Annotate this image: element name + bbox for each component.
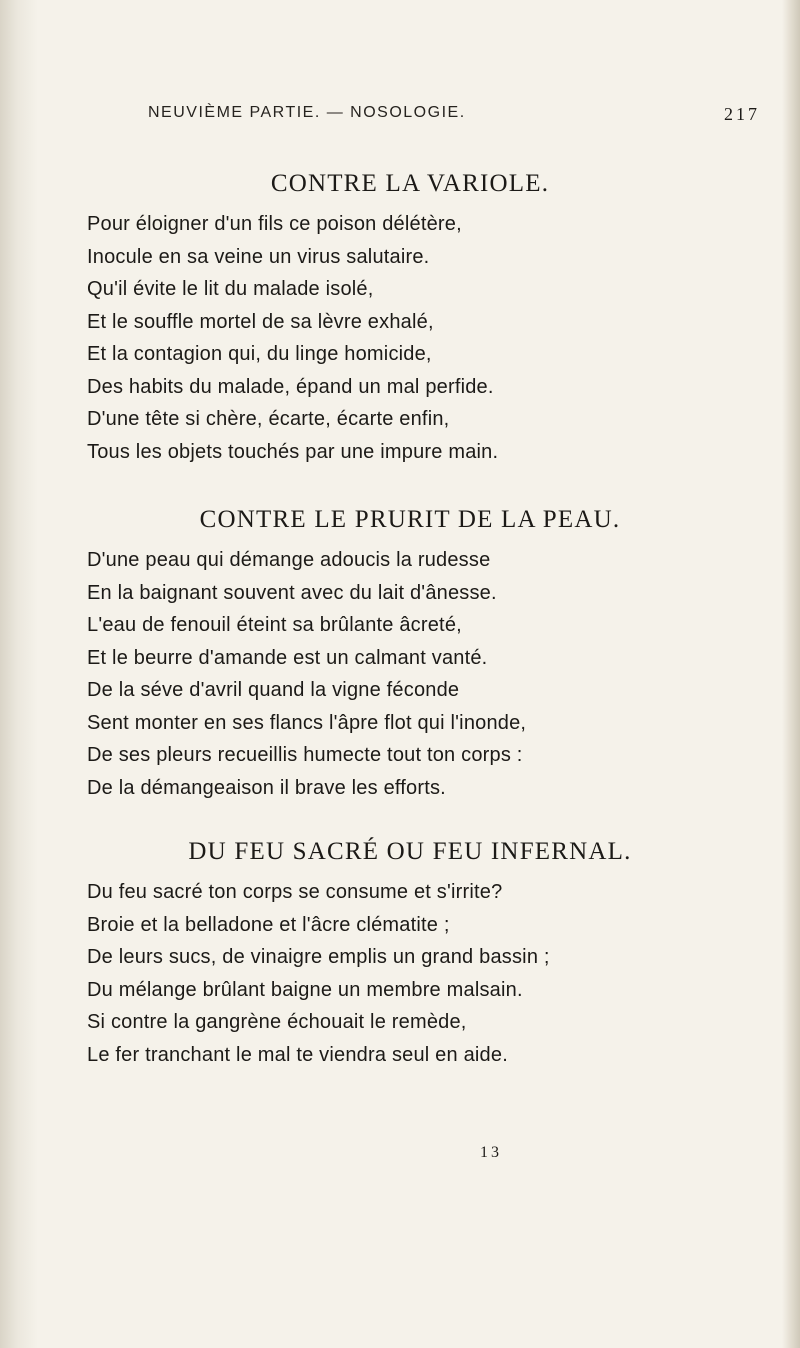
verse-line: Du feu sacré ton corps se consume et s'irrite? bbox=[87, 881, 503, 903]
section-variole bbox=[60, 170, 760, 468]
verse-line: De leurs sucs, de vinaigre emplis un grand bassin ; bbox=[87, 946, 550, 968]
page-edge-right bbox=[782, 0, 800, 1348]
verse-line: Inocule en sa veine un virus salutaire. bbox=[87, 245, 430, 268]
page-edge-left bbox=[0, 0, 38, 1348]
verse-line: Pour éloigner d'un fils ce poison délétère, bbox=[87, 213, 462, 235]
signature-mark: 13 bbox=[480, 1144, 502, 1161]
verse-line: Et la contagion qui, du linge homicide, bbox=[87, 343, 432, 365]
running-head bbox=[148, 104, 620, 122]
verse-line: De ses pleurs recueillis humecte tout ton corps : bbox=[87, 744, 523, 766]
verse-line: De la démangeaison il brave les efforts. bbox=[87, 776, 446, 799]
verse-line: De la séve d'avril quand la vigne féconde bbox=[87, 679, 460, 701]
verse-line: L'eau de fenouil éteint sa brûlante âcreté, bbox=[87, 614, 462, 636]
verse-line: Et le souffle mortel de sa lèvre exhalé, bbox=[87, 310, 434, 333]
section-prurit bbox=[60, 506, 760, 804]
page-number: 217 bbox=[724, 104, 760, 124]
verse-line: D'une peau qui démange adoucis la rudesse bbox=[87, 549, 491, 571]
verse-line: Le fer tranchant le mal te viendra seul en aide. bbox=[87, 1043, 508, 1066]
verse-line: D'une tête si chère, écarte, écarte enfin, bbox=[87, 408, 450, 430]
verse-line: Et le beurre d'amande est un calmant vanté. bbox=[87, 646, 488, 669]
section-title: DU FEU SACRÉ OU FEU INFERNAL. bbox=[188, 838, 632, 865]
running-head-text: NEUVIÈME PARTIE. — NOSOLOGIE. bbox=[148, 104, 466, 121]
verse-line: Des habits du malade, épand un mal perfide. bbox=[87, 375, 494, 398]
section-title: CONTRE LE PRURIT DE LA PEAU. bbox=[199, 506, 621, 533]
verse-line: Sent monter en ses flancs l'âpre flot qui l'inonde, bbox=[87, 711, 527, 734]
section-title: CONTRE LA VARIOLE. bbox=[270, 170, 550, 197]
verse-line: Si contre la gangrène échouait le remède, bbox=[87, 1011, 467, 1033]
verse-line: En la baignant souvent avec du lait d'ânesse. bbox=[87, 581, 497, 604]
verse-line: Du mélange brûlant baigne un membre malsain. bbox=[87, 978, 523, 1001]
section-feu-sacre bbox=[60, 838, 760, 1071]
verse-line: Broie et la belladone et l'âcre clématite ; bbox=[87, 913, 450, 936]
verse-line: Qu'il évite le lit du malade isolé, bbox=[87, 278, 374, 300]
verse-line: Tous les objets touchés par une impure main. bbox=[87, 440, 499, 463]
